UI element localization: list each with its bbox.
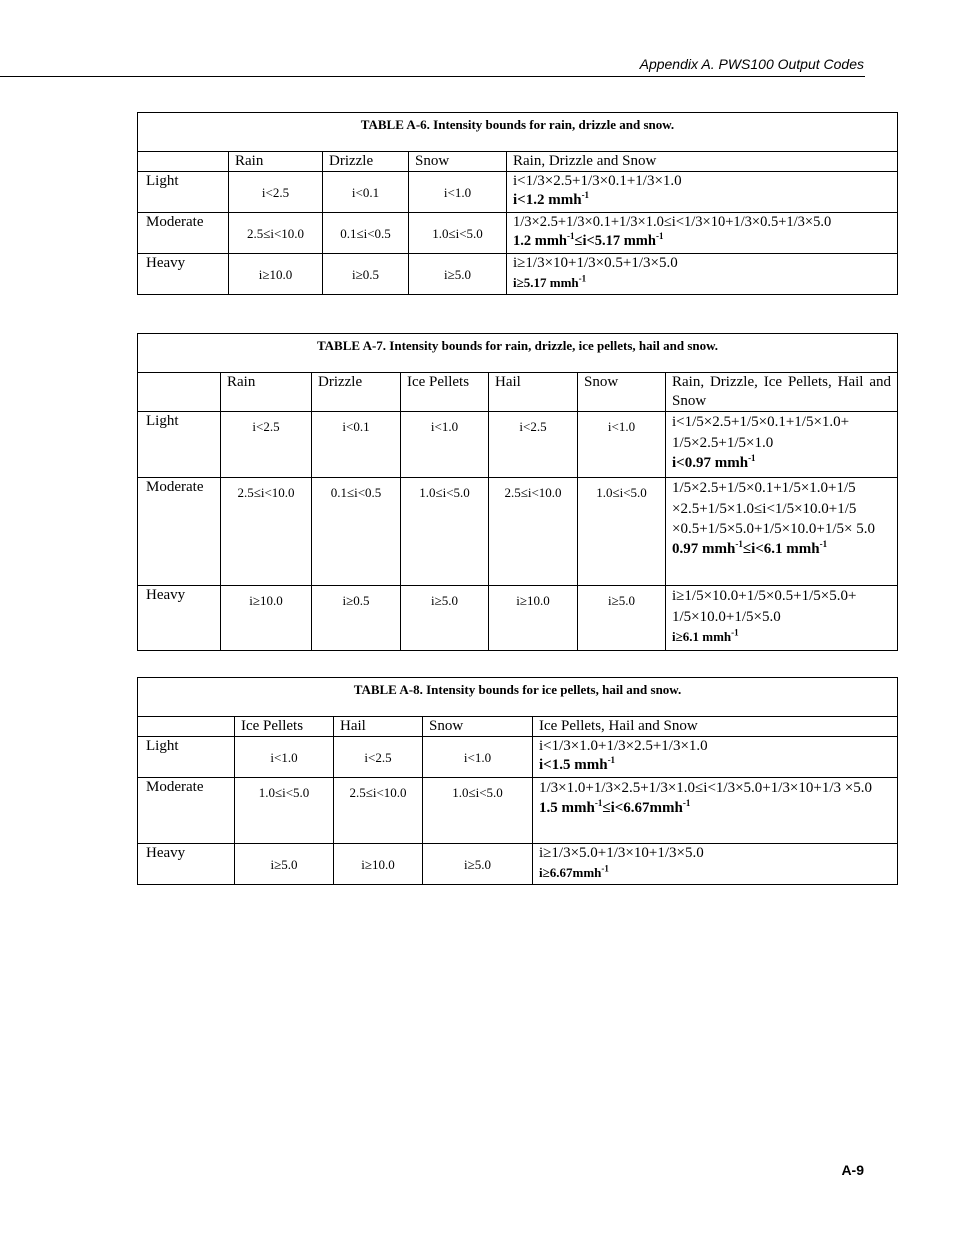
bound: 0.97 mmh$^{-1}$≤i<6.1 mmh$^{-1}$: [672, 538, 828, 557]
ice-pellets-value: i<1.0: [401, 412, 489, 478]
table-row: [138, 213, 898, 254]
row-label: Light: [138, 172, 229, 213]
header-cell: Snow: [423, 717, 533, 737]
combined-cell: [666, 412, 898, 478]
hail-value: 2.5≤i<10.0: [489, 478, 578, 586]
page-number: A-9: [841, 1162, 864, 1178]
ice-pellets-value: i≥5.0: [401, 586, 489, 651]
header-cell: Rain, Drizzle and Snow: [507, 152, 898, 172]
row-label: Moderate: [138, 478, 221, 586]
snow-value: i≥5.0: [578, 586, 666, 651]
bound: i≥5.17 mmh$^{-1}$: [513, 273, 587, 290]
bound: i<1.2 mmh$^{-1}$: [513, 190, 590, 208]
table-row: [138, 254, 898, 295]
snow-value: i<1.0: [578, 412, 666, 478]
hail-value: 2.5≤i<10.0: [334, 778, 423, 844]
combined-cell: [666, 586, 898, 651]
table-caption: TABLE A-6. Intensity bounds for rain, drizzle and snow.: [138, 113, 898, 152]
header-cell: Rain: [229, 152, 323, 172]
rain-value: 2.5≤i<10.0: [229, 213, 323, 254]
bound: 1.5 mmh$^{-1}$≤i<6.67mmh$^{-1}$: [539, 798, 691, 816]
combined-cell: [507, 213, 898, 254]
header-cell: Rain: [221, 373, 312, 412]
formula: i<1/3×2.5+1/3×0.1+1/3×1.0: [513, 173, 682, 189]
header-cell: Hail: [334, 717, 423, 737]
formula: i≥1/3×10+1/3×0.5+1/3×5.0: [513, 255, 678, 271]
header-cell: [138, 152, 229, 172]
header-cell: Hail: [489, 373, 578, 412]
header-cell: Ice Pellets: [401, 373, 489, 412]
hail-value: i≥10.0: [489, 586, 578, 651]
snow-value: i≥5.0: [409, 254, 507, 295]
rain-value: i≥10.0: [221, 586, 312, 651]
bound: i<0.97 mmh$^{-1}$: [672, 453, 756, 471]
drizzle-value: i<0.1: [323, 172, 409, 213]
drizzle-value: i≥0.5: [312, 586, 401, 651]
formula: i≥1/3×5.0+1/3×10+1/3×5.0: [539, 845, 704, 861]
snow-value: 1.0≤i<5.0: [423, 778, 533, 844]
formula: 1/3×1.0+1/3×2.5+1/3×1.0≤i<1/3×5.0+1/3×10+1/3 ×5.0: [539, 780, 872, 796]
formula: i<1/5×2.5+1/5×0.1+1/5×1.0+ 1/5×2.5+1/5×1.0: [672, 414, 850, 451]
hail-value: i≥10.0: [334, 844, 423, 885]
header-cell: Ice Pellets, Hail and Snow: [533, 717, 898, 737]
formula: 1/3×2.5+1/3×0.1+1/3×1.0≤i<1/3×10+1/3×0.5+1/3×5.0: [513, 214, 832, 230]
table-row: [138, 478, 898, 586]
ice-pellets-value: i≥5.0: [235, 844, 334, 885]
row-label: Heavy: [138, 586, 221, 651]
combined-cell: [533, 778, 898, 844]
combined-cell: [533, 844, 898, 885]
table-row: [138, 737, 898, 778]
rain-value: 2.5≤i<10.0: [221, 478, 312, 586]
header-cell: Rain, Drizzle, Ice Pellets, Hail and Snow: [666, 373, 898, 412]
table-a6: [137, 112, 898, 295]
bound: i≥6.1 mmh$^{-1}$: [672, 627, 739, 644]
ice-pellets-value: 1.0≤i<5.0: [401, 478, 489, 586]
combined-cell: [507, 254, 898, 295]
ice-pellets-value: 1.0≤i<5.0: [235, 778, 334, 844]
snow-value: 1.0≤i<5.0: [409, 213, 507, 254]
header-cell: [138, 373, 221, 412]
combined-cell: [666, 478, 898, 586]
header-cell: Snow: [578, 373, 666, 412]
table-row: [138, 586, 898, 651]
bound: i<1.5 mmh$^{-1}$: [539, 755, 616, 773]
drizzle-value: i≥0.5: [323, 254, 409, 295]
row-label: Moderate: [138, 213, 229, 254]
formula: i<1/3×1.0+1/3×2.5+1/3×1.0: [539, 738, 708, 754]
header-rule: [0, 76, 865, 77]
hail-value: i<2.5: [334, 737, 423, 778]
bound: 1.2 mmh$^{-1}$≤i<5.17 mmh$^{-1}$: [513, 231, 664, 249]
snow-value: 1.0≤i<5.0: [578, 478, 666, 586]
rain-value: i<2.5: [229, 172, 323, 213]
hail-value: i<2.5: [489, 412, 578, 478]
formula: i≥1/5×10.0+1/5×0.5+1/5×5.0+ 1/5×10.0+1/5×5.0: [672, 588, 857, 625]
table-a7: [137, 333, 898, 651]
header-cell: Drizzle: [312, 373, 401, 412]
table-row: [138, 412, 898, 478]
rain-value: i<2.5: [221, 412, 312, 478]
formula: 1/5×2.5+1/5×0.1+1/5×1.0+1/5 ×2.5+1/5×1.0≤i<1/5×10.0+1/5 ×0.5+1/5×5.0+1/5×10.0+1/5× 5.0: [672, 480, 875, 537]
table-row: [138, 172, 898, 213]
row-label: Light: [138, 737, 235, 778]
drizzle-value: i<0.1: [312, 412, 401, 478]
snow-value: i<1.0: [423, 737, 533, 778]
snow-value: i≥5.0: [423, 844, 533, 885]
ice-pellets-value: i<1.0: [235, 737, 334, 778]
row-label: Heavy: [138, 844, 235, 885]
table-caption: TABLE A-7. Intensity bounds for rain, drizzle, ice pellets, hail and snow.: [138, 334, 898, 373]
table-caption: TABLE A-8. Intensity bounds for ice pellets, hail and snow.: [138, 678, 898, 717]
running-header: Appendix A. PWS100 Output Codes: [639, 56, 864, 72]
bound: i≥6.67mmh$^{-1}$: [539, 863, 609, 880]
row-label: Light: [138, 412, 221, 478]
row-label: Heavy: [138, 254, 229, 295]
rain-value: i≥10.0: [229, 254, 323, 295]
drizzle-value: 0.1≤i<0.5: [323, 213, 409, 254]
table-row: [138, 778, 898, 844]
combined-cell: [507, 172, 898, 213]
drizzle-value: 0.1≤i<0.5: [312, 478, 401, 586]
combined-cell: [533, 737, 898, 778]
header-cell: Drizzle: [323, 152, 409, 172]
table-a8: [137, 677, 898, 885]
header-cell: [138, 717, 235, 737]
table-row: [138, 844, 898, 885]
header-cell: Ice Pellets: [235, 717, 334, 737]
row-label: Moderate: [138, 778, 235, 844]
snow-value: i<1.0: [409, 172, 507, 213]
header-cell: Snow: [409, 152, 507, 172]
